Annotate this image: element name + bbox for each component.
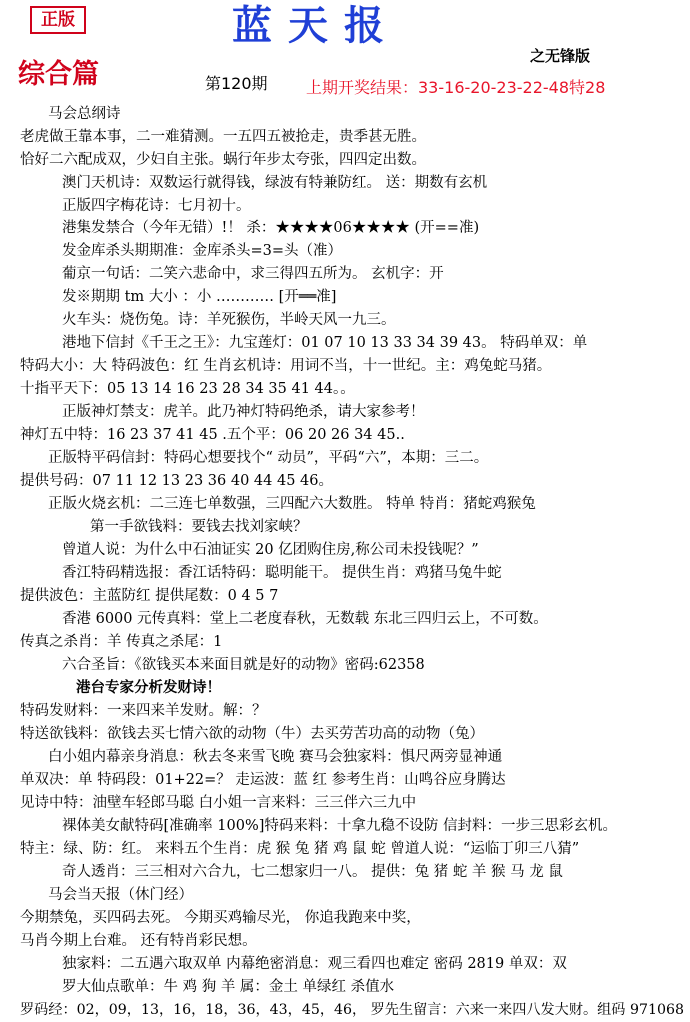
text-line: 葡京一句话：二笑六悲命中，求三得四五所为。 玄机字：开 [62, 266, 444, 282]
edition-label: 之无锋版 [530, 47, 591, 65]
genuine-stamp: 正版 [30, 6, 86, 34]
last-draw-result: 上期开奖结果：33-16-20-23-22-48特28 [306, 78, 606, 97]
text-line: 今期禁兔，买四码去死。 今期买鸡输尽光， 你追我跑来中奖， [20, 910, 421, 926]
text-line: 正版神灯禁支：虎羊。此乃神灯特码绝杀，请大家参考！ [62, 404, 425, 420]
text-line: 白小姐内幕亲身消息：秋去冬来雪飞晚 赛马会独家料：惧尺两旁显神通 [48, 749, 503, 765]
text-line: 传真之杀肖：羊 传真之杀尾：1 [20, 634, 223, 650]
text-line: 正版特平码信封：特码心想要找个“ 动员”，平码“六”，本期：三二。 [48, 450, 489, 466]
text-line: 港台专家分析发财诗！ [76, 679, 221, 696]
text-line: 特主：绿、防：红。 来料五个生肖：虎 猴 兔 猪 鸡 鼠 蛇 曾道人说：“运临丁卯三八猜” [20, 841, 580, 857]
text-line: 神灯五中特：16 23 37 41 45 .五个平：06 20 26 34 45.. [20, 427, 405, 443]
text-line: 见诗中特：油壁车轻郎马聪 白小姐一言来料：三三伴六三九中 [20, 795, 417, 811]
text-line: 正版四字梅花诗：七月初十。 [62, 198, 251, 214]
text-line: 香江特码精选报：香江话特码：聪明能干。 提供生肖：鸡猪马兔牛蛇 [62, 565, 502, 581]
section-title: 综合篇 [18, 59, 99, 90]
text-line: 马会当天报（休门经） [48, 887, 193, 903]
text-line: 特送欲钱料：欲钱去买七情六欲的动物（牛）去买劳苦功高的动物（兔） [20, 726, 484, 742]
newspaper-title: 蓝天报 [232, 2, 400, 49]
text-line: 罗码经：02，09，13，16，18，36，43，45，46， 罗先生留言：六来一来四八发大财。组码 971068 [20, 1002, 685, 1018]
text-line: 罗大仙点歌单：牛 鸡 狗 羊 属：金土 单绿红 杀值水 [62, 979, 395, 995]
text-line: 马肖今期上台难。 还有特肖彩民想。 [20, 933, 257, 949]
text-line: 澳门天机诗：双数运行就得钱，绿波有特兼防红。 送：期数有玄机 [62, 175, 488, 191]
text-line: 火车头：烧伤兔。诗：羊死猴伤，半岭天风一九三。 [62, 312, 396, 328]
text-line: 第一手欲钱料：要钱去找刘家峡？ [90, 519, 308, 535]
text-line: 裸体美女献特码[准确率 100%]特码来料：十拿九稳不设防 信封料：一步三思彩玄机。 [62, 818, 617, 834]
text-line: 恰好二六配成双，少妇自主张。蜗行年步太夸张，四四定出数。 [20, 152, 426, 168]
text-line: 港集发禁合（今年无错）!！ 杀：★★★★06★★★★ (开==准) [62, 220, 480, 236]
text-line: 奇人透肖：三三相对六合九，七二想家归一八。 提供：兔 猪 蛇 羊 猴 马 龙 鼠 [62, 864, 563, 880]
text-line: 特码大小：大 特码波色：红 生肖玄机诗：用词不当，十一世纪。主：鸡兔蛇马猪。 [20, 358, 552, 374]
text-line: 独家料：二五遇六取双单 内幕绝密消息：观三看四也难定 密码 2819 单双：双 [62, 956, 567, 972]
text-line: 特码发财料：一来四来羊发财。解：？ [20, 703, 267, 719]
text-line: 单双决：单 特码段：01+22=？ 走运波：蓝 红 参考生肖：山鸣谷应身腾达 [20, 772, 506, 788]
issue-number: 第120期 [205, 74, 268, 93]
text-line: 港地下信封《千王之王》：九宝莲灯：01 07 10 13 33 34 39 43。 特码单双：单 [62, 335, 588, 351]
text-line: 老虎做王靠本事，二一难猜测。一五四五被抢走，贵季甚无胜。 [20, 129, 426, 145]
text-line: 正版火烧玄机：二三连七单数强，三四配六大数胜。 特单 特肖：猪蛇鸡猴兔 [48, 496, 536, 512]
text-line: 发金库杀头期期准：金库杀头=3=头（准） [62, 243, 343, 259]
text-line: 发※期期 tm 大小 ：小 ………… [开══准] [62, 289, 337, 305]
text-line: 曾道人说：为什么中石油证实 20 亿团购住房,称公司未投钱呢？” [62, 542, 479, 558]
text-line: 六合圣旨：《欲钱买本来面目就是好的动物》密码:62358 [62, 657, 425, 673]
text-line: 提供号码：07 11 12 13 23 36 40 44 45 46。 [20, 473, 333, 489]
text-line: 提供波色：主蓝防红 提供尾数：0 4 5 7 [20, 588, 279, 604]
text-line: 香港 6000 元传真料：堂上二老度春秋，无数载 东北三四归云上，不可数。 [62, 611, 548, 627]
text-line: 十指平天下：05 13 14 16 23 28 34 35 41 44。。 [20, 381, 355, 397]
text-line: 马会总纲诗 [48, 106, 121, 122]
